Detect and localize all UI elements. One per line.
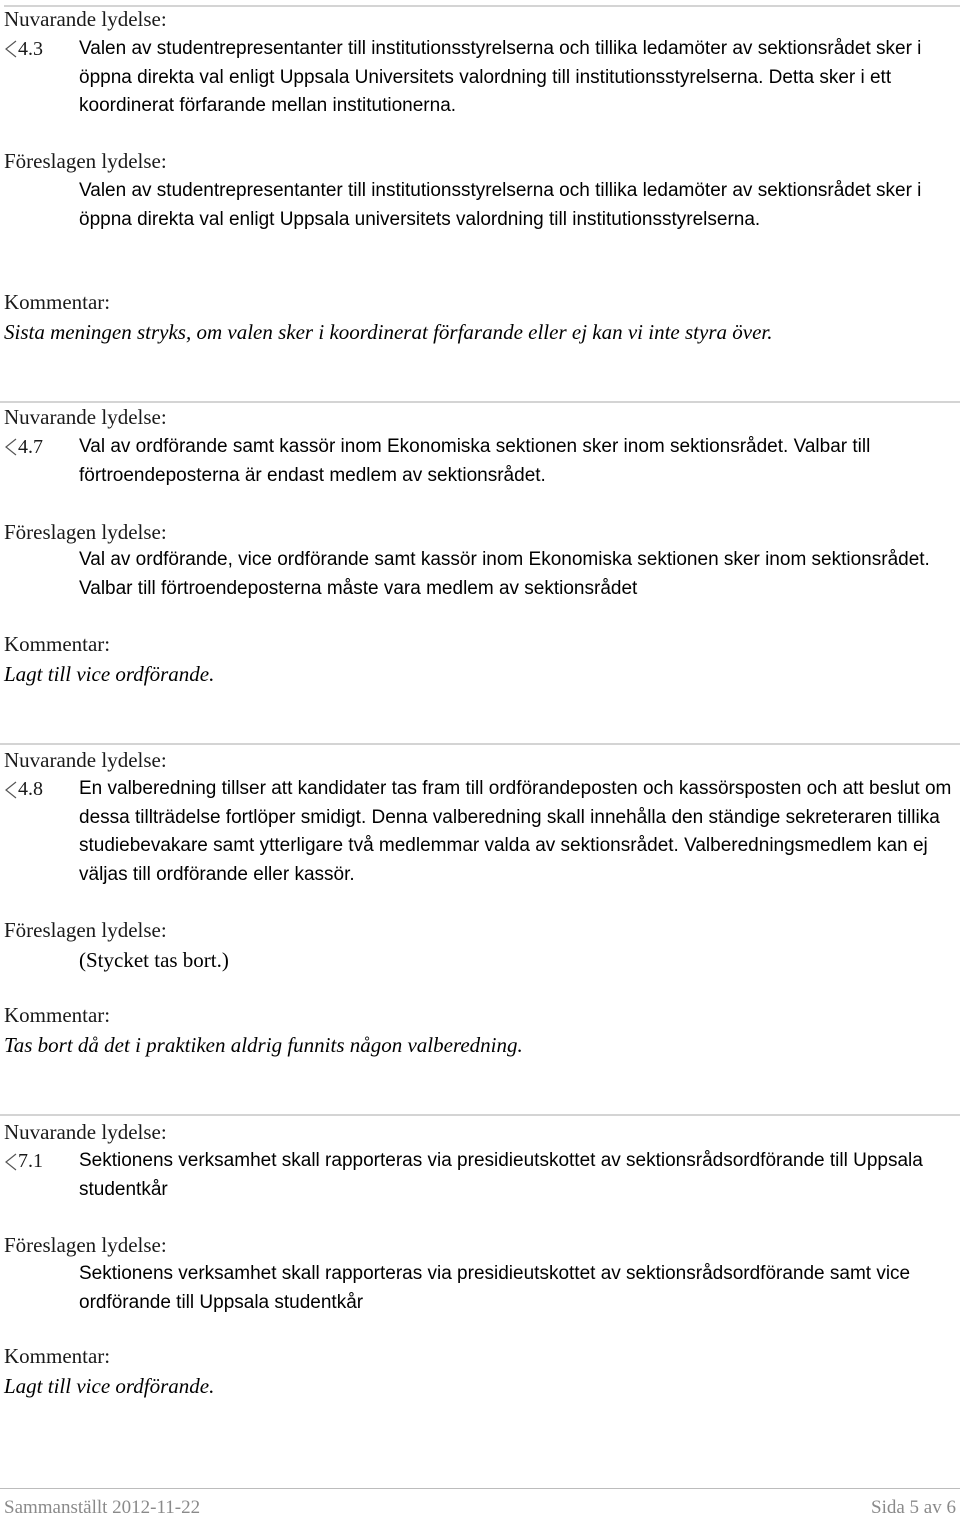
comment-label: Kommentar: [4, 632, 111, 656]
section-marker-icon [4, 781, 18, 799]
proposed-wording-label: Föreslagen lydelse: [4, 1233, 167, 1257]
current-wording-label: Nuvarande lydelse: [4, 7, 167, 31]
section-divider [0, 743, 960, 745]
section-number: 4.8 [18, 778, 43, 800]
section-number: 7.1 [18, 1150, 43, 1172]
section-marker-icon [4, 438, 18, 456]
current-wording-text: Valen av studentrepresentanter till institutionsstyrelserna och tillika ledamöter av sektionsrådet sker i öppna direkta val enligt Uppsala Universitets valordning till institutionsstyrelserna. Detta sker i ett koordinerat förfarande mellan institutionerna. [79, 38, 922, 116]
current-wording-label: Nuvarande lydelse: [4, 405, 167, 429]
comment-text: Sista meningen stryks, om valen sker i koordinerat förfarande eller ej kan vi inte styra över. [4, 320, 773, 344]
current-wording-label: Nuvarande lydelse: [4, 748, 167, 772]
proposed-wording-label: Föreslagen lydelse: [4, 520, 167, 544]
proposed-wording-label: Föreslagen lydelse: [4, 918, 167, 942]
proposed-wording-text: Sektionens verksamhet skall rapporteras via presidieutskottet av sektionsrådsordförande samt vice ordförande till Uppsala studentkår [79, 1263, 911, 1313]
current-wording-text: Sektionens verksamhet skall rapporteras via presidieutskottet av sektionsrådsordförande till Uppsala studentkår [79, 1150, 923, 1200]
current-wording-label: Nuvarande lydelse: [4, 1120, 167, 1144]
footer-page-number: Sida 5 av 6 [871, 1497, 956, 1518]
footer-compiled-date: Sammanställt 2012-11-22 [4, 1497, 201, 1518]
proposed-wording-text: (Stycket tas bort.) [79, 948, 229, 972]
comment-label: Kommentar: [4, 290, 111, 314]
proposed-wording-text: Valen av studentrepresentanter till institutionsstyrelserna och tillika ledamöter av sektionsrådet sker i öppna direkta val enligt Uppsala universitets valordning till institutionsstyrelserna. [79, 180, 922, 230]
comment-label: Kommentar: [4, 1003, 111, 1027]
comment-text: Lagt till vice ordförande. [4, 1374, 215, 1398]
footer-divider [0, 1488, 960, 1489]
section-number: 4.7 [18, 436, 43, 458]
comment-label: Kommentar: [4, 1344, 111, 1368]
proposed-wording-text: Val av ordförande, vice ordförande samt kassör inom Ekonomiska sektionen sker inom sektionsrådet. Valbar till förtroendeposterna måste vara medlem av sektionsrådet [79, 549, 930, 599]
comment-text: Tas bort då det i praktiken aldrig funnits någon valberedning. [4, 1033, 523, 1057]
proposed-wording-label: Föreslagen lydelse: [4, 149, 167, 173]
section-marker-icon [4, 1153, 18, 1171]
section-marker-icon [4, 40, 18, 58]
section-number: 4.3 [18, 38, 43, 60]
section-divider [0, 1114, 960, 1116]
current-wording-text: En valberedning tillser att kandidater tas fram till ordförandeposten och kassörsposten och att beslut om dessa tillträdelse fortlöper smidigt. Denna valberedning skall innehålla den ständige sekreteraren tillika studiebevakare samt ytterligare två medlemmar valda av sektionsrådet. Valberedningsmedlem kan ej väljas till ordförande eller kassör. [79, 778, 952, 885]
current-wording-text: Val av ordförande samt kassör inom Ekonomiska sektionen sker inom sektionsrådet. Valbar till förtroendeposterna är endast medlem av sektionsrådet. [79, 436, 871, 486]
comment-text: Lagt till vice ordförande. [4, 662, 215, 686]
